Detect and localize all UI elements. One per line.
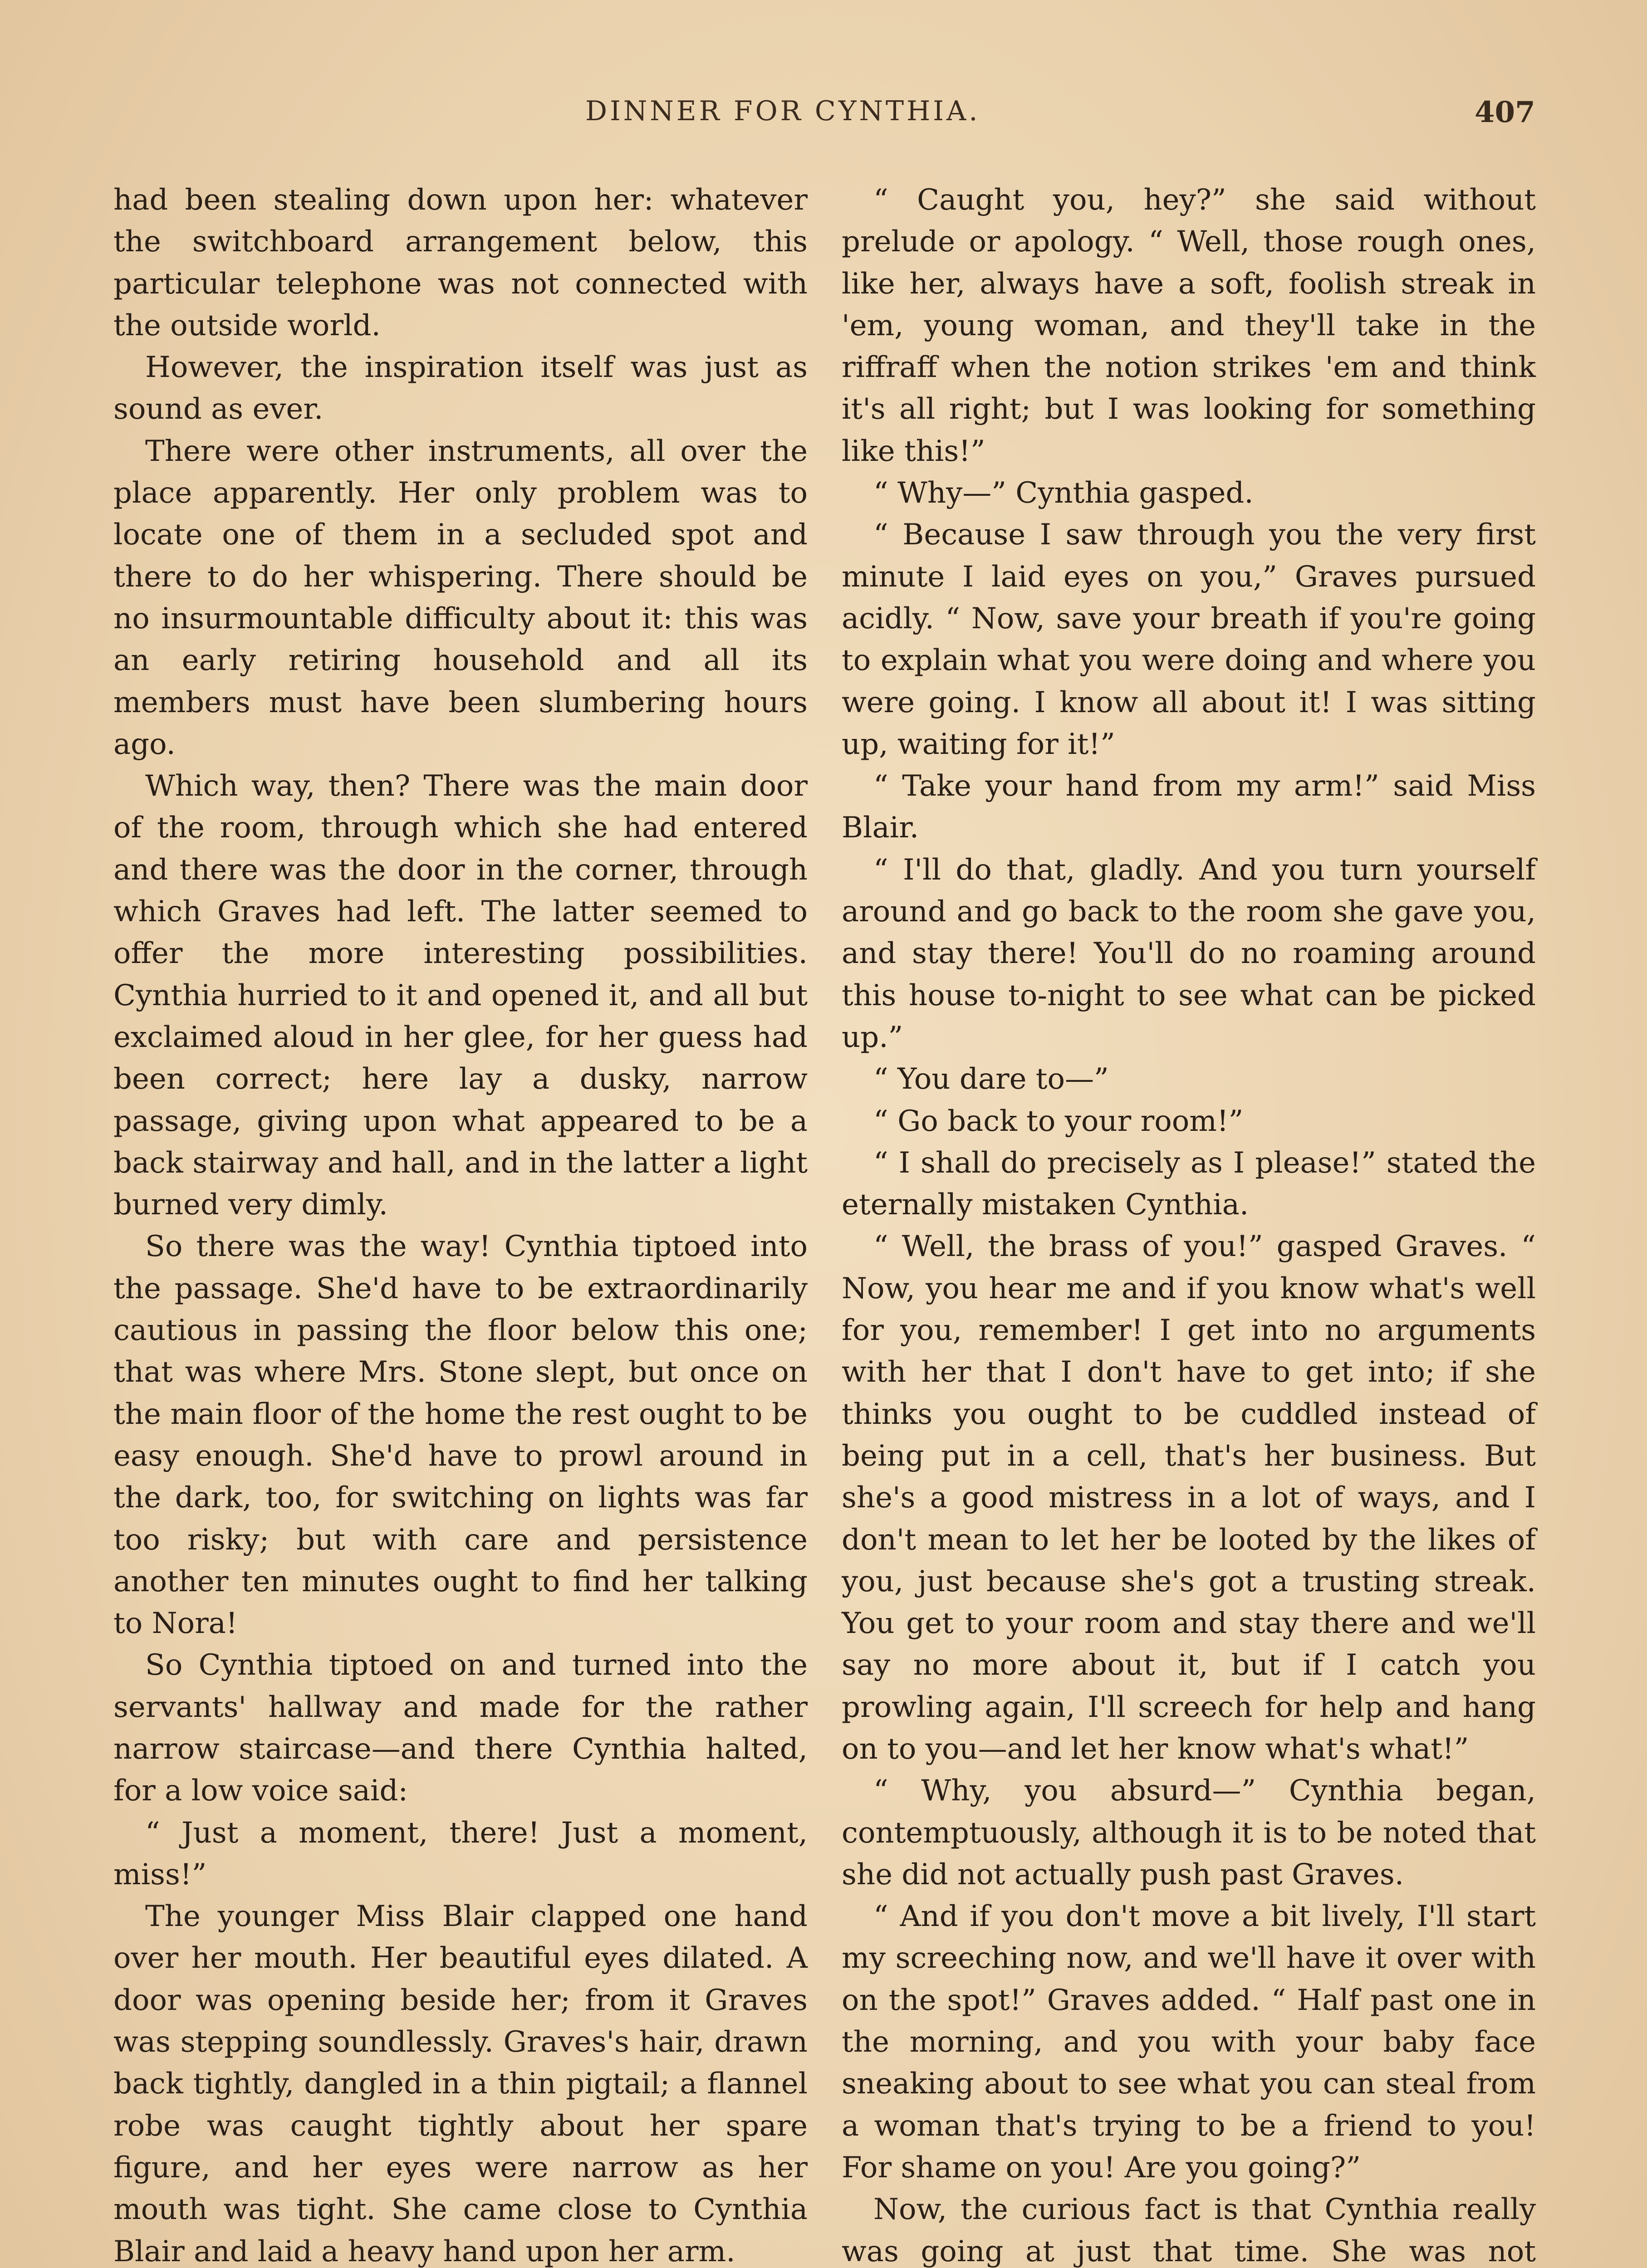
paragraph: “ Go back to your room!” <box>873 1104 1244 1138</box>
page-number: 407 <box>1475 95 1535 129</box>
paragraph: “ Well, the brass of you!” gasped Graves. “ Now, you hear me and if you know what's well for you, remember! I get into no arguments with her that I don't have to get into; if she thinks you ought to be cuddled instead of being put in a cell, that's her business. But she's a good mistress in a lot of ways, and I don't mean to let her be looted by the likes of you, just because she's got a trusting streak. You get to your room and stay there and we'll say no more about it, but if I catch you prowling again, I'll screech for help and hang on to you—and let her know what's what!” <box>842 1230 1536 1766</box>
paragraph: “ I'll do that, gladly. And you turn yourself around and go back to the room she gave you, and stay there! You'll do no roaming around this house to-night to see what can be picked up.” <box>842 853 1536 1054</box>
paragraph: “ Caught you, hey?” she said without prelude or apology. “ Well, those rough ones, like her, always have a soft, foolish streak in 'em, young woman, and they'll take in the riffraff when the notion strikes 'em and think it's all right; but I was looking for something like this!” <box>842 183 1536 468</box>
paragraph: “ Why, you absurd—” Cynthia began, contemptuously, although it is to be noted that she did not actually push past Graves. <box>842 1774 1536 1892</box>
paragraph: However, the inspiration itself was just as sound as ever. <box>113 351 808 426</box>
paragraph: There were other instruments, all over the place apparently. Her only problem was to locate one of them in a secluded spot and there to do her whispering. There should be no insurmountable difficulty about it: this was an early retiring household and all its members must have been slumbering hours ago. <box>113 434 808 761</box>
left-column <box>113 179 808 2268</box>
paragraph: “ You dare to—” <box>873 1062 1109 1096</box>
paragraph: “ And if you don't move a bit lively, I'll start my screeching now, and we'll have it over with on the spot!” Graves added. “ Half past one in the morning, and you with your baby face sneaking about to see what you can steal from a woman that's trying to be a friend to you! For shame on you! Are you going?” <box>842 1900 1536 2185</box>
paragraph: “ I shall do precisely as I please!” stated the eternally mistaken Cynthia. <box>842 1146 1536 1222</box>
paragraph: Which way, then? There was the main door of the room, through which she had entered and there was the door in the corner, through which Graves had left. The latter seemed to offer the more interesting possibilities. Cynthia hurried to it and opened it, and all but exclaimed aloud in her glee, for her guess had been correct; here lay a dusky, narrow passage, giving upon what appeared to be a back stairway and hall, and in the latter a light burned very dimly. <box>113 769 808 1222</box>
paragraph: had been stealing down upon her: whatever the switchboard arrangement below, this particular telephone was not connected with the outside world. <box>113 183 808 342</box>
paragraph: “ Just a moment, there! Just a moment, miss!” <box>113 1816 808 1892</box>
paragraph: “ Why—” Cynthia gasped. <box>873 476 1254 510</box>
right-column <box>842 179 1536 2268</box>
paragraph: Now, the curious fact is that Cynthia really was going at just that time. She was not <box>842 2193 1536 2268</box>
paragraph: “ Take your hand from my arm!” said Miss Blair. <box>842 769 1536 845</box>
paragraph: So Cynthia tiptoed on and turned into the servants' hallway and made for the rather narrow staircase—and there Cynthia halted, for a low voice said: <box>113 1648 808 1808</box>
paragraph: “ Because I saw through you the very first minute I laid eyes on you,” Graves pursued acidly. “ Now, save your breath if you're going to explain what you were doing and where you were going. I know all about it! I was sitting up, waiting for it!” <box>842 518 1536 761</box>
paragraph: The younger Miss Blair clapped one hand over her mouth. Her beautiful eyes dilated. A door was opening beside her; from it Graves was stepping soundlessly. Graves's hair, drawn back tightly, dangled in a thin pigtail; a flannel robe was caught tightly about her spare figure, and her eyes were narrow as her mouth was tight. She came close to Cynthia Blair and laid a heavy hand upon her arm. <box>113 1900 808 2268</box>
paragraph: So there was the way! Cynthia tiptoed into the passage. She'd have to be extraordinarily cautious in passing the floor below this one; that was where Mrs. Stone slept, but once on the main floor of the home the rest ought to be easy enough. She'd have to prowl around in the dark, too, for switching on lights was far too risky; but with care and persistence another ten minutes ought to find her talking to Nora! <box>113 1230 808 1641</box>
running-header <box>0 95 1647 136</box>
running-title: DINNER FOR CYNTHIA. <box>585 95 980 127</box>
